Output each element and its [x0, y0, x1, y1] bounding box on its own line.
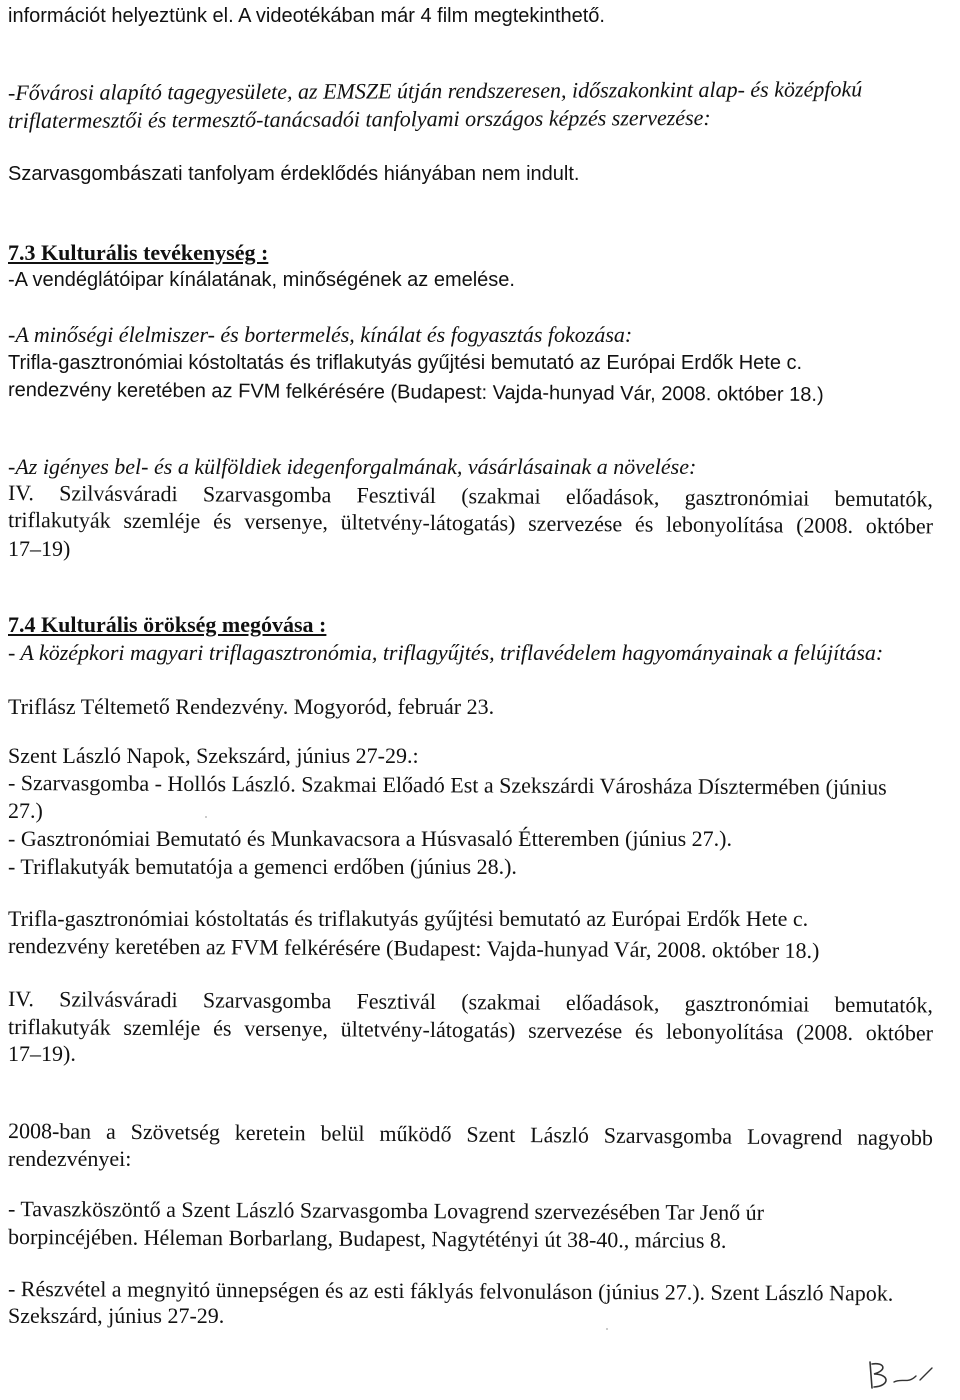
text-line: IV. Szilvásváradi Szarvasgomba Fesztivál (szakmai előadások, gasztronómiai bemutatók,: [7, 986, 934, 1018]
text-line: - Szarvasgomba - Hollós László. Szakmai Előadó Est a Szekszárdi Városháza Dísztermében (június: [7, 770, 887, 800]
text-line: - Gasztronómiai Bemutató és Munkavacsora a Húsvasaló Étteremben (június 27.).: [8, 826, 732, 851]
text-line: triflatermesztői és termesztő-tanácsadói tanfolyami országos képzés szervezése:: [7, 104, 711, 133]
text-line: rendezvényei:: [8, 1146, 132, 1171]
scan-speck: [205, 816, 207, 818]
scan-speck: [606, 1328, 608, 1330]
text-line: triflakutyák szemléje és versenye, ültetvény-látogatás) szervezése és lebonyolítása (2008. október: [7, 507, 934, 539]
text-line: - Triflakutyák bemutatója a gemenci erdőben (június 28.).: [8, 854, 517, 879]
handwritten-initials: [862, 1356, 942, 1392]
text-line: 17–19).: [8, 1041, 76, 1066]
text-line: triflakutyák szemléje és versenye, ültetvény-látogatás) szervezése és lebonyolítása (2008. október: [7, 1014, 934, 1046]
text-line: információt helyeztünk el. A videotékában már 4 film megtekinthető.: [8, 5, 605, 27]
section-heading: 7.3 Kulturális tevékenység :: [8, 240, 269, 265]
text-line: Szekszárd, június 27-29.: [8, 1303, 225, 1328]
text-line: 27.): [8, 798, 43, 823]
text-line: Trifla-gasztronómiai kóstoltatás és triflakutyás gyűjtési bemutató az Európai Erdők Hete c.: [8, 906, 809, 931]
text-line: -A minőségi élelmiszer- és bortermelés, kínálat és fogyasztás fokozása:: [8, 322, 633, 347]
text-line: - Tavaszköszöntő a Szent László Szarvasgomba Lovagrend szervezésében Tar Jenő úr: [7, 1196, 765, 1225]
text-line: borpincéjében. Héleman Borbarlang, Budapest, Nagytétényi út 38-40., március 8.: [7, 1224, 727, 1253]
text-line: - Részvétel a megnyitó ünnepségen és az esti fáklyás felvonuláson (június 27.). Szent László Napok.: [7, 1276, 894, 1306]
text-line: IV. Szilvásváradi Szarvasgomba Fesztivál (szakmai előadások, gasztronómiai bemutatók,: [7, 480, 934, 512]
section-heading: 7.4 Kulturális örökség megóvása :: [8, 612, 327, 637]
text-line: -A vendéglátóipar kínálatának, minőségének az emelése.: [8, 269, 515, 291]
text-line: 2008-ban a Szövetség keretein belül működő Szent László Szarvasgomba Lovagrend nagyobb: [7, 1118, 934, 1151]
text-line: rendezvény keretében az FVM felkérésére (Budapest: Vajda-hunyad Vár, 2008. október 18.): [7, 379, 824, 406]
text-line: -Fővárosi alapító tagegyesülete, az EMSZE útján rendszeresen, időszakonkint alap- és középfokú: [7, 76, 863, 105]
text-line: 17–19): [8, 536, 71, 561]
text-line: Trifla-gasztronómiai kóstoltatás és triflakutyás gyűjtési bemutató az Európai Erdők Hete c.: [8, 352, 803, 374]
text-line: -Az igényes bel- és a külföldiek idegenforgalmának, vásárlásainak a növelése:: [8, 454, 697, 479]
text-line: rendezvény keretében az FVM felkérésére (Budapest: Vajda-hunyad Vár, 2008. október 18.): [7, 933, 820, 963]
text-line: Szarvasgombászati tanfolyam érdeklődés hiányában nem indult.: [8, 163, 580, 185]
text-line: Szent László Napok, Szekszárd, június 27-29.:: [8, 743, 419, 768]
text-line: Triflász Téltemető Rendezvény. Mogyoród, február 23.: [8, 694, 495, 719]
text-line: - A középkori magyari triflagasztronómia, triflagyűjtés, triflavédelem hagyományainak a felújítása:: [8, 640, 884, 665]
